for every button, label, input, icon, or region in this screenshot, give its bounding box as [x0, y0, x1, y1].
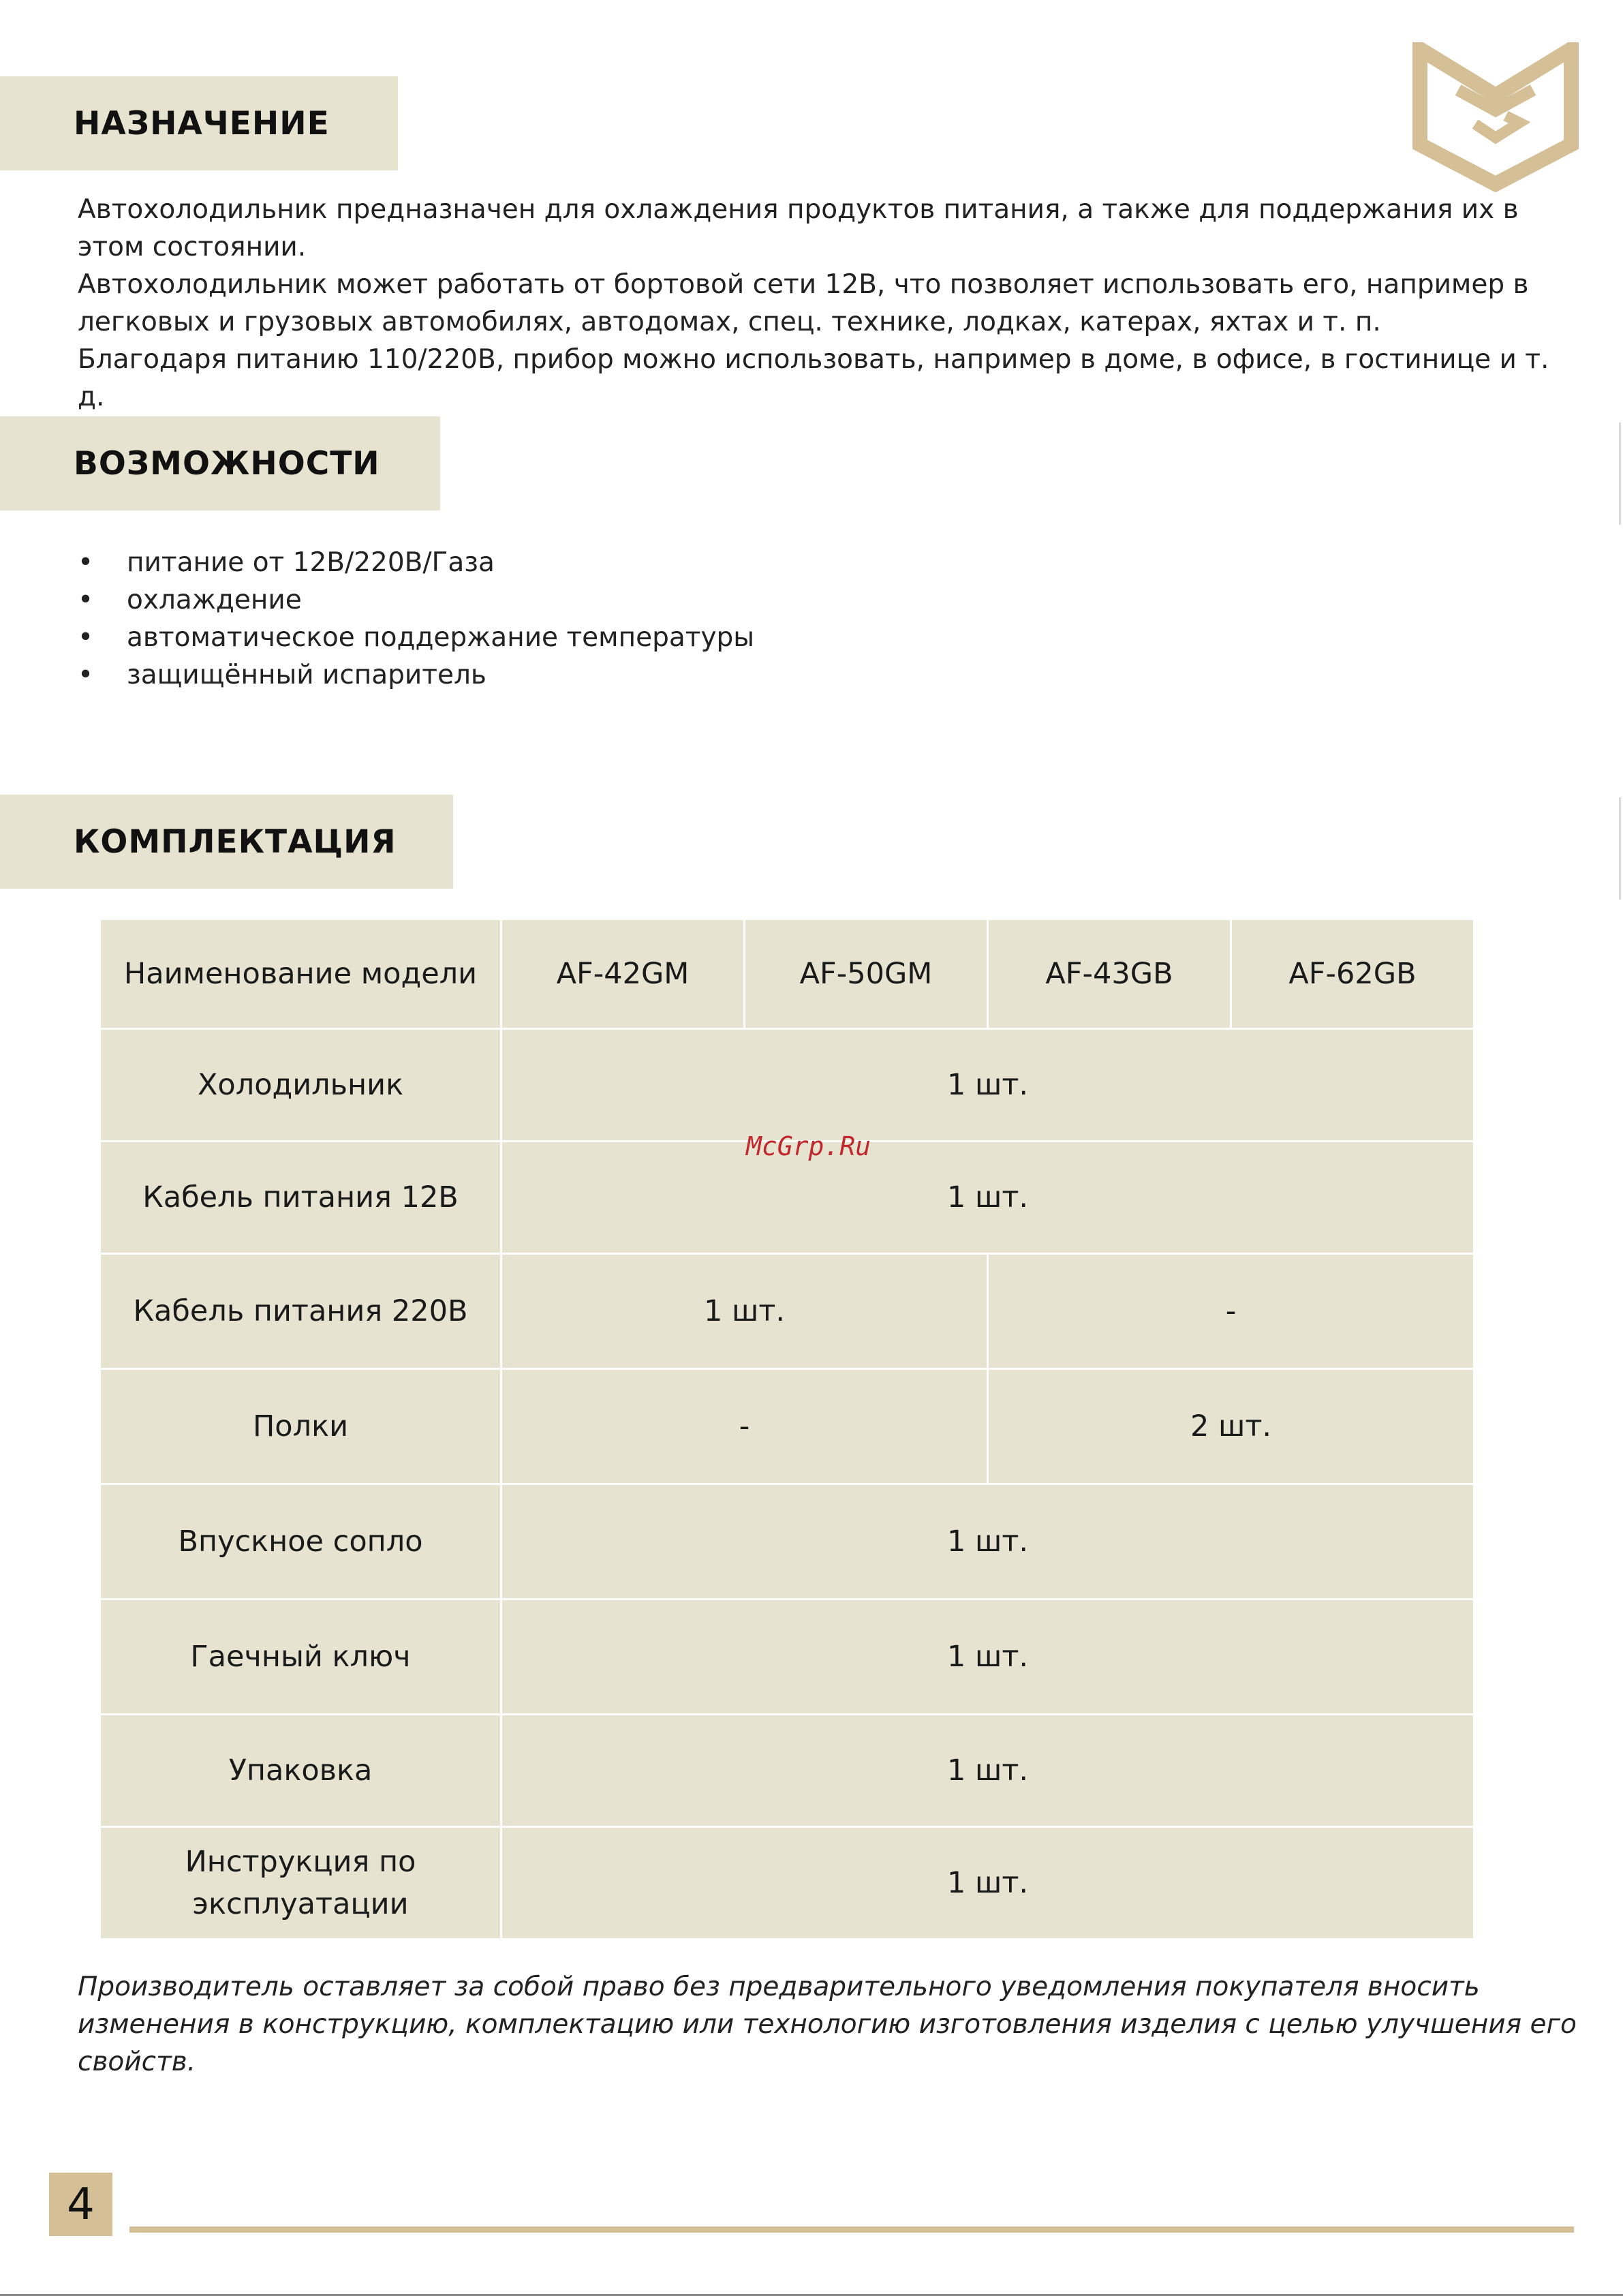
table-row [100, 1715, 1474, 1827]
bullet-icon: • [78, 585, 94, 615]
watermark: McGrp.Ru [746, 1131, 871, 1161]
table-header-row [100, 919, 1474, 1029]
row-value: 1 шт. [501, 1484, 1474, 1599]
list-item [78, 581, 754, 619]
feature-text: защищённый испаритель [127, 660, 486, 690]
row-value-gb: - [988, 1254, 1474, 1369]
bullet-icon: • [78, 622, 94, 653]
features-list [78, 544, 754, 694]
header-model-name: Наименование модели [100, 919, 501, 1029]
row-label: Кабель питания 220В [100, 1254, 501, 1369]
row-label: Инструкция по эксплуатации [100, 1827, 501, 1940]
section-title-kit: КОМПЛЕКТАЦИЯ [0, 795, 453, 889]
disclaimer: Производитель оставляет за собой право без предварительного уведомления покупателя вносить изменения в конструкцию, комплектацию или технологию изготовления изделия с целью улучшения его свойств. [78, 1972, 1577, 2077]
row-label: Гаечный ключ [100, 1599, 501, 1715]
kit-table [99, 918, 1475, 1940]
section-title-purpose: НАЗНАЧЕНИЕ [0, 76, 398, 170]
footer-divider [129, 2226, 1574, 2233]
feature-text: автоматическое поддержание температуры [127, 622, 755, 653]
row-value: 1 шт. [501, 1715, 1474, 1827]
bullet-icon: • [78, 547, 94, 578]
section-title-features: ВОЗМОЖНОСТИ [0, 416, 440, 510]
purpose-paragraph: Благодаря питанию 110/220В, прибор можно использовать, например в доме, в офисе, в гостинице и т. д. [78, 344, 1549, 412]
purpose-paragraph: Автохолодильник предназначен для охлаждения продуктов питания, а также для поддержания их в этом состоянии. [78, 194, 1519, 262]
brand-logo-icon [1410, 42, 1581, 192]
table-row [100, 1029, 1474, 1142]
header-model: AF-50GM [745, 919, 988, 1029]
page-edge-mark [1619, 797, 1621, 900]
feature-text: питание от 12В/220В/Газа [127, 547, 495, 578]
list-item [78, 656, 754, 694]
row-value: 1 шт. [501, 1827, 1474, 1940]
table-row [100, 1599, 1474, 1715]
header-model: AF-42GM [501, 919, 745, 1029]
row-value: 1 шт. [501, 1142, 1474, 1254]
row-value-gm: - [501, 1369, 988, 1484]
purpose-paragraph: Автохолодильник может работать от бортовой сети 12В, что позволяет использовать его, например в легковых и грузовых автомобилях, автодомах, спец. технике, лодках, катерах, яхтах и т. п. [78, 269, 1529, 337]
list-item [78, 544, 754, 581]
table-row [100, 1254, 1474, 1369]
purpose-text [78, 191, 1577, 416]
table-row [100, 1484, 1474, 1599]
header-model: AF-62GB [1231, 919, 1474, 1029]
list-item [78, 619, 754, 656]
bullet-icon: • [78, 660, 94, 690]
row-label: Холодильник [100, 1029, 501, 1142]
page-edge-mark [1619, 423, 1621, 525]
row-value: 1 шт. [501, 1599, 1474, 1715]
table-row [100, 1827, 1474, 1940]
row-value: 1 шт. [501, 1029, 1474, 1142]
row-value-gb: 2 шт. [988, 1369, 1474, 1484]
page-number: 4 [49, 2173, 112, 2236]
row-label: Впускное сопло [100, 1484, 501, 1599]
row-label: Кабель питания 12В [100, 1142, 501, 1254]
row-label: Полки [100, 1369, 501, 1484]
row-value-gm: 1 шт. [501, 1254, 988, 1369]
row-label: Упаковка [100, 1715, 501, 1827]
table-row [100, 1369, 1474, 1484]
feature-text: охлаждение [127, 585, 302, 615]
header-model: AF-43GB [988, 919, 1231, 1029]
